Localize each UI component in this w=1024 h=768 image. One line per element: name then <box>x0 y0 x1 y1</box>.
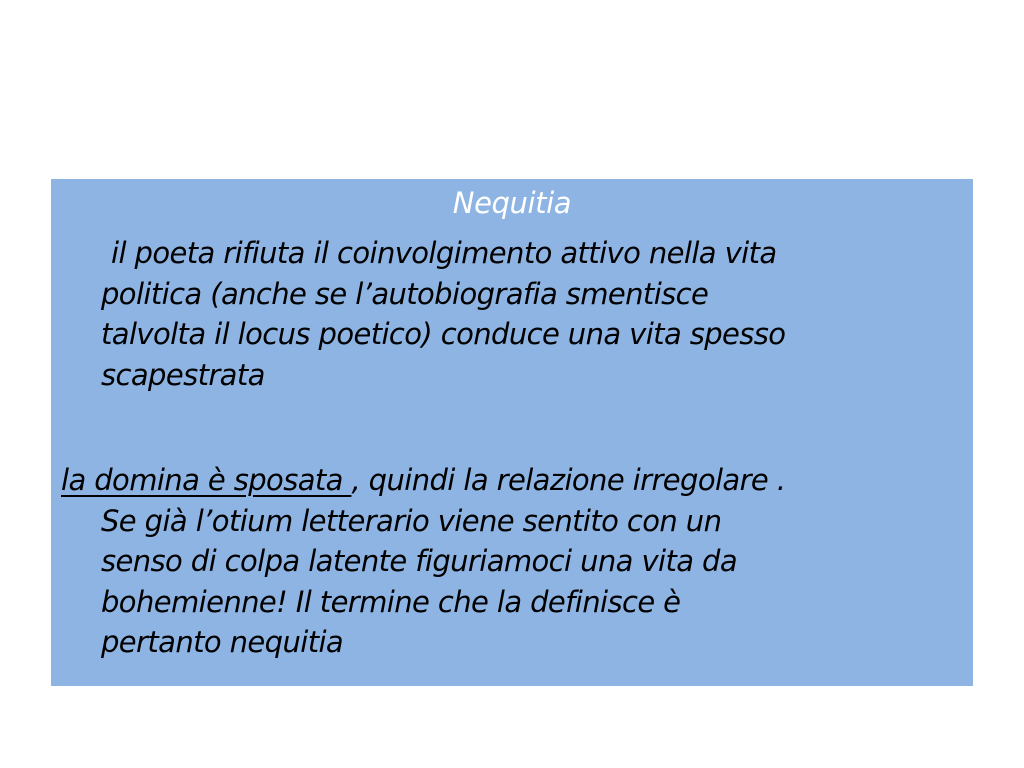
content-textbox <box>51 179 973 686</box>
paragraph2-line-1 <box>61 460 961 501</box>
paragraph2-line-4: bohemienne! Il termine che la definisce è <box>101 584 681 619</box>
paragraph1-line-2: politica (anche se l’autobiografia smentisce <box>101 276 709 311</box>
paragraph1-line-3: talvolta il locus poetico) conduce una vita spesso <box>101 317 786 351</box>
paragraph2-line-3: senso di colpa latente figuriamoci una vita da <box>101 544 738 578</box>
slide-title: Nequitia <box>452 186 572 220</box>
paragraph2-line-1-rest: , quindi la relazione irregolare . <box>351 463 786 497</box>
paragraph1-line-4: scapestrata <box>101 357 265 392</box>
paragraph2-line-2: Se già l’otium letterario viene sentito con un <box>101 503 722 538</box>
underlined-phrase: la domina è sposata <box>61 463 352 497</box>
paragraph2-line-5: pertanto nequitia <box>101 625 344 659</box>
paragraph-domina <box>61 460 961 663</box>
paragraph-poet-life <box>101 233 961 395</box>
paragraph1-line-1: il poeta rifiuta il coinvolgimento attivo nella vita <box>111 236 777 270</box>
